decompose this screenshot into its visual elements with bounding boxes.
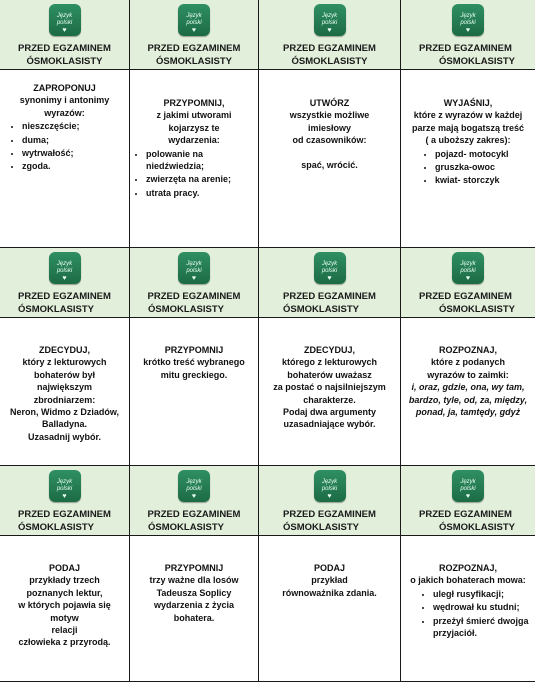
card-header-title: PRZED EGZAMINEM ÓSMOKLASISTY — [18, 509, 111, 533]
book-heart-icon: Język polski ♥ — [178, 4, 210, 36]
card-header-8 — [401, 248, 535, 318]
card-body-2 — [130, 70, 259, 248]
card-body-6 — [130, 318, 259, 466]
card-header-2 — [130, 0, 259, 70]
book-heart-icon: Język polski ♥ — [49, 252, 81, 284]
hero-clue-list: • uległ rusyfikacji; • wędrował ku studni; • przeżył śmierć dwojga przyjaciół. — [407, 588, 529, 640]
card-body-8 — [401, 318, 535, 466]
book-heart-icon: Język polski ♥ — [178, 252, 210, 284]
card-header-title: PRZED EGZAMINEM ÓSMOKLASISTY — [147, 509, 241, 533]
card-content: UTWÓRZ wszystkie możliwe imiesłowy od czasowników: spać, wrócić. — [289, 98, 370, 170]
card-content: ZDECYDUJ, który z lekturowych bohaterów był największym zbrodniarzem: Neron, Widmo z Dziadów, Balladyna. Uzasadnij wybór. — [9, 345, 120, 442]
card-header-10 — [130, 466, 259, 536]
event-list: • polowanie na niedźwiedzia; • zwierzęta na arenie; • utrata pracy. — [136, 148, 252, 200]
card-body-10 — [130, 536, 259, 682]
card-header-title: PRZED EGZAMINEM ÓSMOKLASISTY — [18, 43, 111, 67]
card-body-3 — [259, 70, 401, 248]
card-header-7 — [259, 248, 401, 318]
book-heart-icon: Język polski ♥ — [314, 252, 346, 284]
card-content: ROZPOZNAJ, które z podanych wyrazów to zaimki: i, oraz, gdzie, ona, wy tam, bardzo, tyle, od, za, między, ponad, ja, tamtędy, gdyż — [408, 345, 528, 418]
card-header-3 — [259, 0, 401, 70]
book-heart-icon: Język polski ♥ — [49, 470, 81, 502]
card-header-4 — [401, 0, 535, 70]
card-header-title: PRZED EGZAMINEM ÓSMOKLASISTY — [18, 291, 111, 315]
card-header-title: PRZED EGZAMINEM ÓSMOKLASISTY — [147, 43, 241, 67]
card-header-9 — [0, 466, 130, 536]
card-body-7 — [259, 318, 401, 466]
card-header-12 — [401, 466, 535, 536]
book-heart-icon: Język polski ♥ — [178, 470, 210, 502]
card-body-12 — [401, 536, 535, 682]
card-content: PODAJ przykłady trzech poznanych lektur, w których pojawia się motyw relacji człowieka z przyrodą. — [18, 563, 111, 648]
card-content: WYJAŚNIJ, które z wyrazów w każdej parze mają bogatszą treść ( a uboższy zakres): • pojazd- motocykl • gruszka-owoc • kwiat- storczyk — [401, 70, 535, 187]
book-heart-icon: Język polski ♥ — [49, 4, 81, 36]
card-header-title: PRZED EGZAMINEM ÓSMOKLASISTY — [283, 43, 376, 67]
book-heart-icon: Język polski ♥ — [314, 4, 346, 36]
card-header-title: PRZED EGZAMINEM ÓSMOKLASISTY — [283, 291, 376, 315]
book-heart-icon: Język polski ♥ — [452, 470, 484, 502]
card-header-1 — [0, 0, 130, 70]
card-body-9 — [0, 536, 130, 682]
book-heart-icon: Język polski ♥ — [452, 252, 484, 284]
card-header-title: PRZED EGZAMINEM ÓSMOKLASISTY — [147, 291, 241, 315]
card-content: PRZYPOMNIJ, z jakimi utworami kojarzysz te wydarzenia: • polowanie na niedźwiedzia; • zwierzęta na arenie; • utrata pracy. — [130, 70, 258, 199]
word-list: • nieszczęście; • duma; • wytrwałość; • zgoda. — [6, 120, 123, 173]
card-content: ZAPROPONUJ synonimy i antonimy wyrazów: • nieszczęście; • duma; • wytrwałość; • zgoda. — [0, 70, 129, 173]
card-header-title: PRZED EGZAMINEM ÓSMOKLASISTY — [419, 509, 516, 533]
word-pair-list: • pojazd- motocykl • gruszka-owoc • kwiat- storczyk — [407, 148, 529, 187]
card-body-5 — [0, 318, 130, 466]
card-content: ROZPOZNAJ, o jakich bohaterach mowa: • uległ rusyfikacji; • wędrował ku studni; • przeżył śmierć dwojga przyjaciół. — [401, 536, 535, 639]
card-content: PRZYPOMNIJ trzy ważne dla losów Tadeusza Soplicy wydarzenia z życia bohatera. — [149, 563, 239, 623]
card-header-title: PRZED EGZAMINEM ÓSMOKLASISTY — [283, 509, 376, 533]
card-header-title: PRZED EGZAMINEM ÓSMOKLASISTY — [419, 291, 516, 315]
card-header-title: PRZED EGZAMINEM ÓSMOKLASISTY — [419, 43, 516, 67]
card-body-4 — [401, 70, 535, 248]
card-body-1 — [0, 70, 130, 248]
card-header-5 — [0, 248, 130, 318]
book-heart-icon: Język polski ♥ — [314, 470, 346, 502]
card-body-11 — [259, 536, 401, 682]
card-header-11 — [259, 466, 401, 536]
card-content: PRZYPOMNIJ krótko treść wybranego mitu greckiego. — [143, 345, 245, 380]
card-content: ZDECYDUJ, którego z lekturowych bohaterów uważasz za postać o najsilniejszym charakterze. Podaj dwa argumenty uzasadniające wybór. — [273, 345, 386, 430]
card-content: PODAJ przykład równoważnika zdania. — [282, 563, 377, 598]
card-header-6 — [130, 248, 259, 318]
book-heart-icon: Język polski ♥ — [452, 4, 484, 36]
